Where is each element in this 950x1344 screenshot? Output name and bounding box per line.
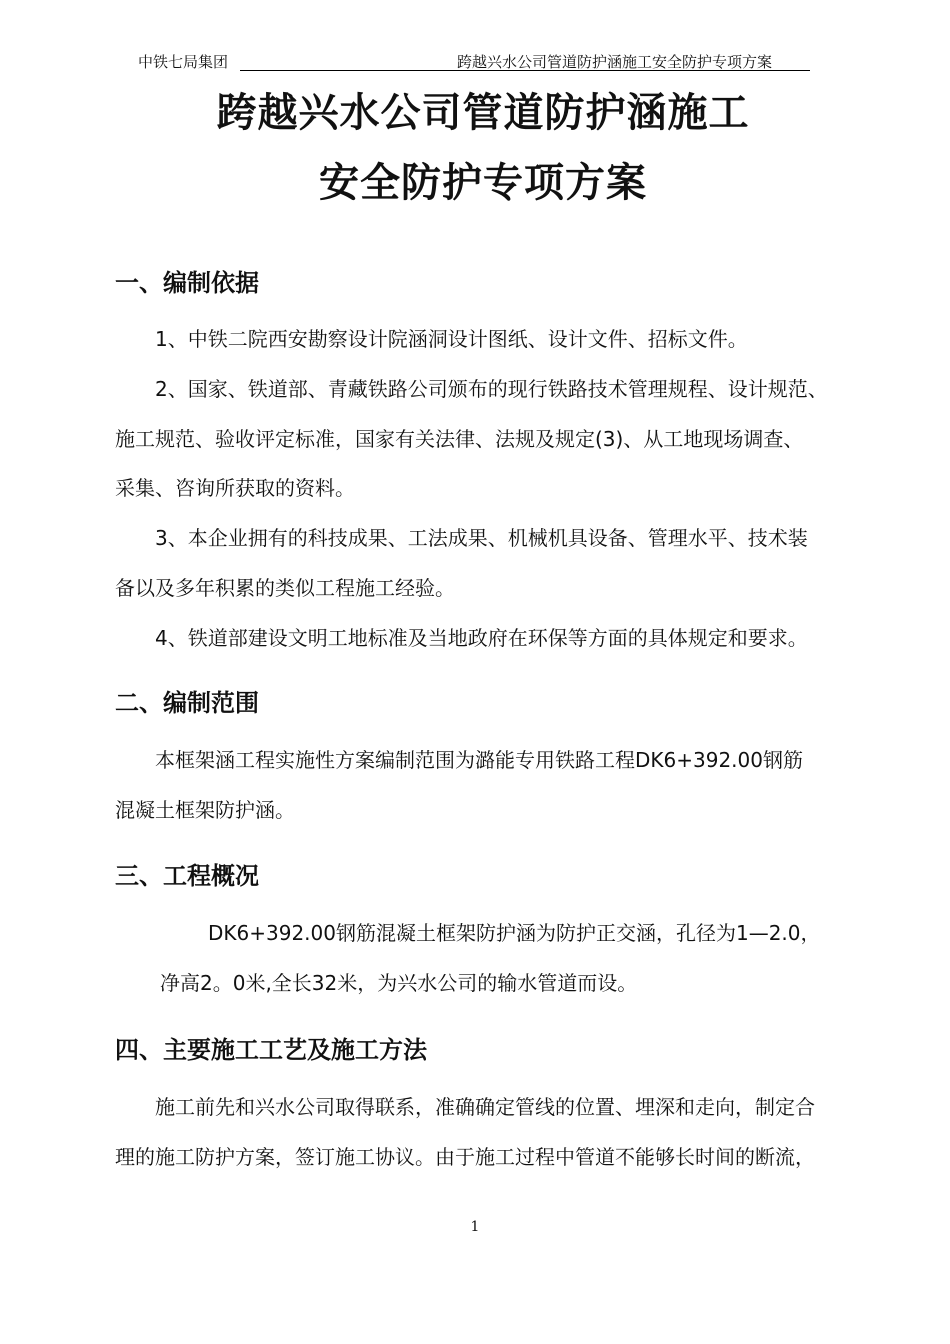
page-number: 1 bbox=[470, 1219, 480, 1235]
paragraph-line: 采集、咨询所获取的资料。 bbox=[115, 476, 355, 500]
paragraph-line: 2、国家、铁道部、青藏铁路公司颁布的现行铁路技术管理规程、设计规范、 bbox=[155, 377, 828, 401]
paragraph-line: 备以及多年积累的类似工程施工经验。 bbox=[115, 576, 455, 600]
header-divider bbox=[240, 70, 810, 71]
paragraph-line: 本框架涵工程实施性方案编制范围为潞能专用铁路工程DK6+392.00钢筋 bbox=[155, 748, 803, 772]
paragraph-line: 施工前先和兴水公司取得联系，准确确定管线的位置、埋深和走向，制定合 bbox=[155, 1095, 815, 1119]
paragraph-line: 混凝土框架防护涵。 bbox=[115, 798, 295, 822]
paragraph-line: 理的施工防护方案，签订施工协议。由于施工过程中管道不能够长时间的断流， bbox=[115, 1145, 815, 1169]
paragraph-line: 4、铁道部建设文明工地标准及当地政府在环保等方面的具体规定和要求。 bbox=[155, 626, 808, 650]
paragraph-line: 施工规范、验收评定标准，国家有关法律、法规及规定(3)、从工地现场调查、 bbox=[115, 427, 804, 451]
document-title-line-2: 安全防护专项方案 bbox=[319, 160, 647, 206]
section-heading-methods: 四、主要施工工艺及施工方法 bbox=[115, 1036, 427, 1064]
paragraph-line: 1、中铁二院西安勘察设计院涵洞设计图纸、设计文件、招标文件。 bbox=[155, 327, 748, 351]
document-title-line-1: 跨越兴水公司管道防护涵施工 bbox=[216, 90, 750, 136]
running-header-left: 中铁七局集团 bbox=[138, 53, 229, 71]
paragraph-line: 3、本企业拥有的科技成果、工法成果、机械机具设备、管理水平、技术装 bbox=[155, 526, 808, 550]
section-heading-basis: 一、编制依据 bbox=[115, 269, 259, 297]
paragraph-line: 净高2。0米,全长32米，为兴水公司的输水管道而设。 bbox=[160, 971, 638, 995]
section-heading-overview: 三、工程概况 bbox=[115, 862, 259, 890]
paragraph-line: DK6+392.00钢筋混凝土框架防护涵为防护正交涵，孔径为1—2.0， bbox=[208, 921, 821, 945]
running-header-right: 跨越兴水公司管道防护涵施工安全防护专项方案 bbox=[457, 53, 773, 71]
section-heading-scope: 二、编制范围 bbox=[115, 689, 259, 717]
